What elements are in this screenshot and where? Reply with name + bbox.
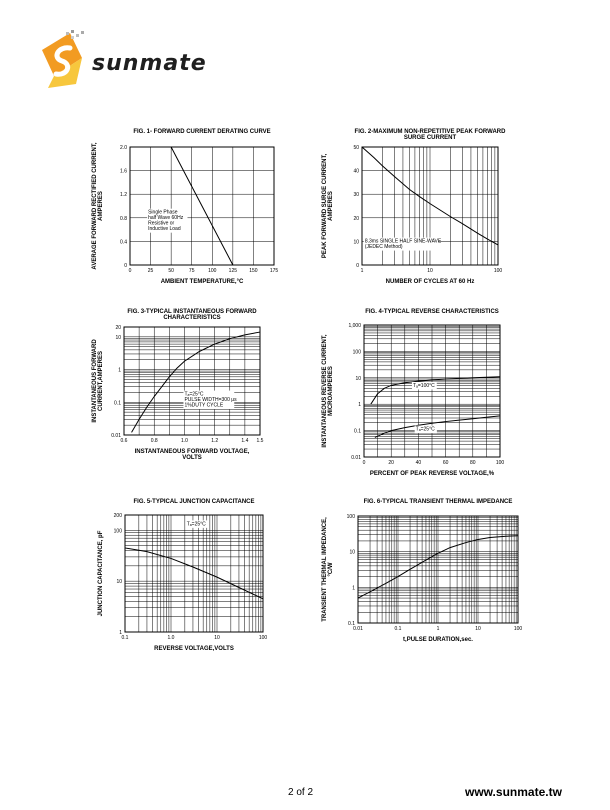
fig5-svg (90, 495, 300, 655)
x-tick-label: 1.0 (167, 635, 175, 641)
y-axis-label: CURRENT,AMPERES (98, 350, 104, 412)
grid (125, 515, 263, 632)
y-axis-label: PEAK FORWARD SURGE CURRENT, (322, 153, 328, 259)
x-tick-label: 1.0 (180, 438, 188, 444)
x-axis-label: AMBIENT TEMPERATURE,°C (160, 279, 244, 285)
x-tick-label: 25 (147, 268, 154, 274)
y-tick-label: 0.01 (351, 455, 361, 461)
x-tick-label: 1.5 (256, 438, 264, 444)
x-tick-label: 0.1 (121, 635, 129, 641)
x-tick-label: 10 (427, 268, 433, 274)
fig6-thermal-impedance-chart (320, 495, 530, 655)
x-tick-label: 1 (436, 626, 440, 632)
y-tick-label: 100 (352, 349, 361, 356)
annotation-text: PULSE WIDTH=300 μs (184, 397, 237, 404)
x-tick-label: 125 (228, 268, 238, 274)
x-tick-label: 75 (188, 268, 195, 274)
x-tick-label: 100 (493, 268, 503, 274)
annotation-text: Single Phase (148, 209, 178, 216)
series-line-2 (375, 416, 500, 438)
series-line-1 (130, 147, 233, 265)
x-axis-label: INSTANTANEOUS FORWARD VOLTAGE, (134, 449, 250, 455)
fig5-junction-capacitance-chart (90, 495, 300, 655)
y-axis-label: AMPERES (98, 191, 104, 221)
series-line-1 (125, 548, 263, 599)
x-tick-label: 100 (495, 460, 505, 466)
chart-title: FIG. 3-TYPICAL INSTANTANEOUS FORWARD (127, 309, 257, 315)
x-tick-label: 10 (214, 635, 220, 641)
y-axis-label: INSTANTANEOUS FORWARD (92, 339, 98, 423)
x-tick-label: 20 (388, 460, 394, 466)
series-line-1 (371, 377, 500, 404)
fig1-svg (90, 125, 300, 295)
y-tick-label: 10 (355, 375, 361, 382)
annotation-text: 8.3ms SINGLE HALF SINE-WAVE (364, 238, 442, 245)
fig6-svg (320, 495, 530, 655)
chart-title: FIG. 1- FORWARD CURRENT DERATING CURVE (133, 129, 271, 135)
x-tick-label: 100 (513, 626, 523, 632)
x-tick-label: 10 (475, 626, 481, 632)
fig3-forward-characteristics-chart (90, 305, 300, 485)
y-axis-label: °C/W (328, 562, 334, 577)
y-tick-label: 1 (119, 630, 122, 636)
x-tick-label: 80 (470, 460, 476, 466)
y-axis-label: TRANSIENT THERMAL IMPEDANCE, (322, 517, 328, 622)
x-tick-label: 100 (208, 268, 217, 274)
x-tick-label: 60 (442, 460, 449, 466)
y-tick-label: 0.01 (111, 433, 121, 439)
page-number: 2 of 2 (288, 787, 314, 798)
fig2-surge-current-chart (320, 125, 530, 295)
annotation-text: half Wave 60Hz (148, 215, 184, 222)
y-tick-label: 0 (356, 263, 359, 269)
y-tick-label: 0.4 (120, 239, 127, 246)
x-tick-label: 150 (249, 268, 258, 274)
chart-title: CHARACTERISTICS (163, 315, 221, 321)
y-tick-label: 20 (115, 325, 121, 331)
y-tick-label: 30 (353, 192, 359, 199)
x-tick-label: 1.2 (211, 438, 219, 444)
y-tick-label: 1 (358, 402, 361, 409)
y-tick-label: 0 (124, 263, 127, 269)
annotation-text: (JEDEC Method) (364, 244, 403, 251)
fig4-svg (320, 305, 530, 485)
y-tick-label: 10 (353, 239, 359, 246)
x-tick-label: 0.01 (353, 626, 363, 632)
x-tick-label: 50 (168, 268, 174, 274)
y-tick-label: 200 (113, 513, 122, 519)
annotation-text: Tₐ=25°C (184, 391, 204, 398)
chart-title: FIG. 6-TYPICAL TRANSIENT THERMAL IMPEDANCE (363, 499, 513, 505)
sunmate-logo (30, 28, 225, 93)
grid (124, 327, 260, 435)
x-tick-label: 0.6 (120, 438, 128, 444)
x-axis-label: VOLTS (182, 455, 202, 461)
annotation-text: Tₐ=25°C (415, 426, 435, 433)
y-axis-label: MICROAMPERES (328, 366, 334, 416)
website-link[interactable]: www.sunmate.tw (465, 785, 562, 799)
y-tick-label: 1 (352, 585, 355, 592)
x-tick-label: 40 (415, 460, 422, 466)
y-axis-label: JUNCTION CAPACITANCE, pF (98, 530, 104, 617)
annotation-text: Resistive or (148, 220, 175, 227)
y-tick-label: 10 (115, 334, 121, 341)
x-axis-label: REVERSE VOLTAGE,VOLTS (154, 646, 234, 652)
logo-emblem (42, 30, 84, 88)
x-tick-label: 0.1 (394, 626, 402, 632)
fig4-reverse-characteristics-chart (320, 305, 530, 485)
y-tick-label: 1,000 (348, 323, 361, 329)
y-tick-label: 20 (353, 215, 359, 222)
y-axis-label: AMPERES (328, 191, 334, 221)
fig2-svg (320, 125, 530, 295)
y-axis-label: AVERAGE FORWARD RECTIFIED CURRENT, (92, 142, 98, 270)
y-tick-label: 1.2 (120, 192, 127, 199)
x-tick-label: 175 (269, 268, 279, 274)
chart-title: FIG. 2-MAXIMUM NON-REPETITIVE PEAK FORWARD (354, 129, 506, 135)
y-tick-label: 0.1 (114, 400, 121, 407)
chart-title: FIG. 4-TYPICAL REVERSE CHARACTERISTICS (365, 309, 499, 315)
y-tick-label: 0.8 (120, 215, 127, 222)
y-tick-label: 100 (346, 514, 355, 520)
x-tick-label: 0 (362, 460, 366, 466)
grid (358, 516, 518, 623)
annotation-text: Tₐ=100°C (412, 382, 435, 389)
annotation-text: Tₐ=25°C (186, 521, 206, 528)
x-axis-label: t,PULSE DURATION,sec. (403, 637, 473, 643)
y-tick-label: 40 (353, 168, 359, 175)
plot-frame (124, 327, 260, 435)
series-line-1 (132, 332, 260, 432)
x-axis-label: PERCENT OF PEAK REVERSE VOLTAGE,% (369, 471, 495, 477)
y-tick-label: 0.1 (348, 621, 355, 627)
x-tick-label: 0.8 (150, 438, 158, 444)
chart-title: FIG. 5-TYPICAL JUNCTION CAPACITANCE (133, 499, 255, 505)
x-tick-label: 100 (258, 635, 268, 641)
annotation-text: Inductive Load (148, 226, 181, 233)
y-tick-label: 1 (118, 367, 121, 374)
y-tick-label: 50 (353, 145, 359, 151)
fig1-derating-chart (90, 125, 300, 295)
y-tick-label: 10 (116, 579, 122, 586)
y-tick-label: 2.0 (120, 145, 127, 151)
fig3-svg (90, 305, 300, 485)
logo-wordmark: sunmate (92, 51, 207, 76)
y-tick-label: 1.6 (120, 168, 127, 175)
y-axis-label: INSTANTANEOUS REVERSE CURRENT, (322, 334, 328, 448)
annotation-text: 1%DUTY CYCLE (184, 402, 224, 409)
x-tick-label: 1 (360, 268, 364, 274)
x-tick-label: 1.4 (241, 438, 249, 444)
x-tick-label: 0 (128, 268, 132, 274)
grid (364, 325, 500, 457)
x-axis-label: NUMBER OF CYCLES AT 60 Hz (385, 279, 475, 285)
y-tick-label: 0.1 (354, 428, 361, 435)
y-tick-label: 100 (113, 528, 122, 535)
chart-title: SURGE CURRENT (403, 135, 457, 141)
y-tick-label: 10 (349, 549, 355, 556)
